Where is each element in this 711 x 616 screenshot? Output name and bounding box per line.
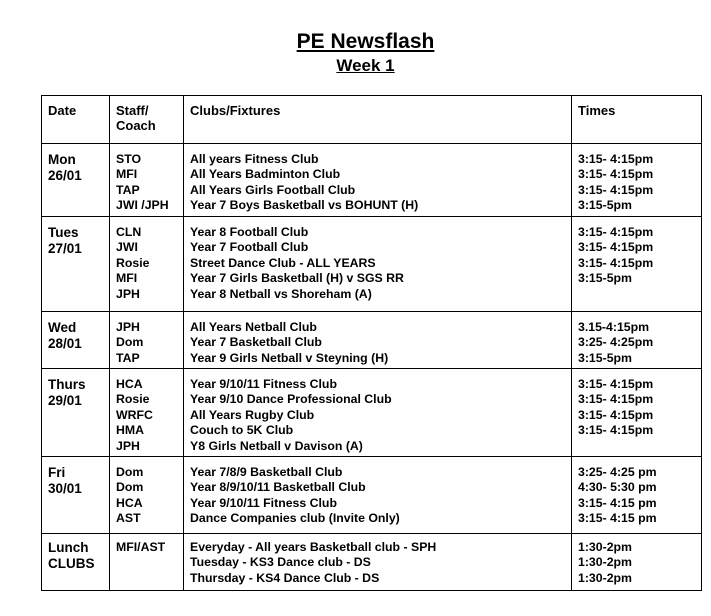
time-entry: 3:15- 4:15pm	[578, 240, 654, 255]
day-cell	[42, 217, 110, 312]
club-entry: Y8 Girls Netball v Davison (A)	[190, 438, 363, 453]
clubs-cell	[184, 457, 572, 534]
time-entry: 3:25- 4:25 pm	[578, 465, 657, 479]
time-entry: 3:15-5pm	[578, 198, 632, 213]
staff-name: HCA	[116, 495, 143, 510]
times-cell	[572, 534, 702, 591]
club-entry: Thursday - KS4 Dance Club - DS	[190, 570, 380, 585]
staff-cell	[110, 369, 184, 457]
time-entry: 3:15-5pm	[578, 271, 632, 286]
time-entry: 3:25- 4:25pm	[578, 335, 654, 350]
club-entry: All Years Badminton Club	[190, 167, 341, 182]
time-entry: 3:15- 4:15pm	[578, 182, 654, 197]
staff-name: Rosie	[116, 255, 150, 270]
club-entry: Year 9 Girls Netball v Steyning (H)	[190, 350, 389, 365]
day-cell	[42, 144, 110, 217]
time-entry: 3:15- 4:15pm	[578, 423, 654, 438]
clubs-cell	[184, 312, 572, 369]
time-entry: 4:30- 5:30 pm	[578, 480, 657, 495]
clubs-cell	[184, 534, 572, 591]
staff-name: Dom	[116, 335, 144, 350]
day-cell	[42, 457, 110, 534]
time-entry: 3:15- 4:15pm	[578, 152, 654, 166]
club-entry: All Years Netball Club	[190, 320, 317, 334]
schedule-row	[42, 369, 702, 457]
day-date: 28/01	[48, 336, 82, 351]
times-cell	[572, 457, 702, 534]
club-entry: Year 7/8/9 Basketball Club	[190, 465, 343, 479]
time-entry: 3:15- 4:15pm	[578, 167, 654, 182]
day-date: CLUBS	[48, 556, 95, 571]
day-name: Wed	[48, 320, 77, 335]
header-staff-line: Staff/	[116, 103, 149, 118]
times-cell	[572, 217, 702, 312]
staff-name: MFI	[116, 167, 138, 182]
staff-name: JWI	[116, 240, 138, 255]
staff-name: Dom	[116, 480, 144, 495]
schedule-table	[41, 95, 702, 591]
staff-name: CLN	[116, 225, 142, 239]
schedule-row	[42, 312, 702, 369]
header-date: Date	[42, 96, 110, 144]
staff-name: HCA	[116, 377, 143, 391]
staff-cell	[110, 144, 184, 217]
day-cell	[42, 312, 110, 369]
time-entry: 3:15- 4:15 pm	[578, 511, 657, 526]
staff-name: MFI/AST	[116, 540, 166, 554]
staff-name: Dom	[116, 465, 144, 479]
staff-cell	[110, 217, 184, 312]
day-name: Lunch	[48, 540, 89, 555]
time-entry: 3:15- 4:15pm	[578, 377, 654, 391]
time-entry: 1:30-2pm	[578, 555, 632, 570]
schedule-row	[42, 144, 702, 217]
clubs-cell	[184, 217, 572, 312]
time-entry: 3:15- 4:15pm	[578, 255, 654, 270]
club-entry: Tuesday - KS3 Dance club - DS	[190, 555, 371, 570]
staff-name: Rosie	[116, 392, 150, 407]
header-clubs: Clubs/Fixtures	[184, 96, 572, 144]
time-entry: 3:15- 4:15pm	[578, 392, 654, 407]
day-name: Thurs	[48, 377, 86, 392]
staff-name: JPH	[116, 320, 140, 334]
time-entry: 3.15-4:15pm	[578, 320, 650, 334]
staff-cell	[110, 312, 184, 369]
schedule-row	[42, 457, 702, 534]
day-name: Mon	[48, 152, 76, 167]
staff-cell	[110, 457, 184, 534]
club-entry: Year 9/10 Dance Professional Club	[190, 392, 392, 407]
club-entry: Dance Companies club (Invite Only)	[190, 511, 400, 526]
page-title: PE Newsflash	[296, 30, 435, 53]
times-cell	[572, 312, 702, 369]
day-name: Tues	[48, 225, 79, 240]
staff-name: JPH	[116, 438, 140, 453]
time-entry: 3:15- 4:15pm	[578, 225, 654, 239]
day-date: 30/01	[48, 481, 82, 496]
header-staff-line: Coach	[116, 118, 156, 134]
club-entry: Year 7 Football Club	[190, 240, 309, 255]
day-cell	[42, 369, 110, 457]
day-cell	[42, 534, 110, 591]
times-cell	[572, 369, 702, 457]
club-entry: Year 8 Football Club	[190, 225, 309, 239]
club-entry: Year 7 Girls Basketball (H) v SGS RR	[190, 271, 404, 286]
staff-cell	[110, 534, 184, 591]
time-entry: 3:15-5pm	[578, 350, 632, 365]
day-name: Fri	[48, 465, 66, 480]
time-entry: 1:30-2pm	[578, 540, 632, 554]
staff-name: TAP	[116, 182, 140, 197]
staff-name: STO	[116, 152, 142, 166]
staff-name: HMA	[116, 423, 145, 438]
clubs-cell	[184, 369, 572, 457]
club-entry: All Years Girls Football Club	[190, 182, 356, 197]
day-date: 29/01	[48, 393, 82, 408]
header-staff	[110, 96, 184, 144]
club-entry: All Years Rugby Club	[190, 407, 315, 422]
club-entry: Couch to 5K Club	[190, 423, 294, 438]
schedule-row	[42, 217, 702, 312]
time-entry: 3:15- 4:15pm	[578, 407, 654, 422]
schedule-row	[42, 534, 702, 591]
club-entry: Year 9/10/11 Fitness Club	[190, 495, 337, 510]
club-entry: Everyday - All years Basketball club - SPH	[190, 540, 437, 554]
club-entry: All years Fitness Club	[190, 152, 319, 166]
header-times: Times	[572, 96, 702, 144]
page-subtitle: Week 1	[336, 56, 395, 75]
club-entry: Street Dance Club - ALL YEARS	[190, 255, 376, 270]
club-entry: Year 9/10/11 Fitness Club	[190, 377, 337, 391]
clubs-cell	[184, 144, 572, 217]
times-cell	[572, 144, 702, 217]
day-date: 26/01	[48, 168, 82, 183]
time-entry: 3:15- 4:15 pm	[578, 495, 657, 510]
staff-name: JPH	[116, 286, 140, 301]
club-entry: Year 8/9/10/11 Basketball Club	[190, 480, 366, 495]
staff-name: AST	[116, 511, 141, 526]
header-row	[42, 96, 702, 144]
club-entry: Year 8 Netball vs Shoreham (A)	[190, 286, 372, 301]
staff-name: WRFC	[116, 407, 153, 422]
staff-name: MFI	[116, 271, 138, 286]
day-date: 27/01	[48, 241, 82, 256]
club-entry: Year 7 Basketball Club	[190, 335, 322, 350]
staff-name: JWI /JPH	[116, 198, 169, 213]
staff-name: TAP	[116, 350, 140, 365]
club-entry: Year 7 Boys Basketball vs BOHUNT (H)	[190, 198, 419, 213]
time-entry: 1:30-2pm	[578, 570, 632, 585]
